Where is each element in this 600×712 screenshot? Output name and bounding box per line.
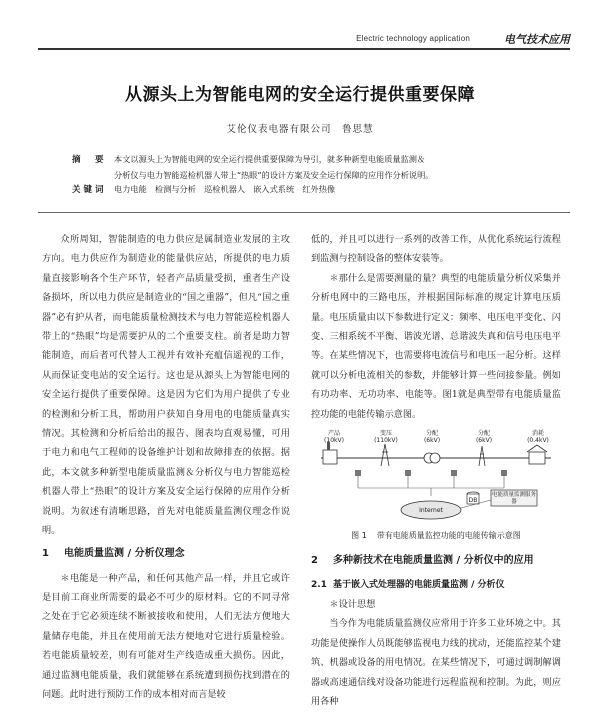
figure-1-caption (311, 530, 561, 542)
abstract-label: 摘 要 (72, 155, 107, 165)
fig-dist1-kv: (6kV) (423, 437, 441, 445)
subsection-2-1-title: 基于嵌入式处理器的电能质量监测 / 分析仪 (332, 580, 505, 591)
keywords-text: 电力电能 检测与分析 巡检机器人 嵌入式系统 红外热像 (114, 184, 336, 194)
fig-dist1-label: 分配 (425, 430, 438, 438)
abstract-line-2: 分析仪与电力智能巡检机器人带上“热眼”的设计方案及安全运行保障的应用作分析说明。 (114, 169, 434, 180)
section-2-number: 2 (311, 555, 318, 567)
power-plant-icon (323, 442, 337, 464)
distribution-tower-icon (479, 446, 485, 466)
transmission-tower-icon (381, 444, 389, 466)
section-2-title: 多种新技术在电能质量监测 / 分析仪中的应用 (333, 555, 534, 567)
abstract-line-1: 本文以源头上为智能电网的安全运行提供重要保障为导引，就多种新型电能质量监测＆ (114, 154, 426, 164)
subsection-2-1-heading (311, 576, 561, 595)
fig-prod-label: 产品 (327, 430, 340, 438)
design-idea-bullet: ＊设计思想 (329, 599, 376, 611)
abstract-row-1 (72, 152, 560, 168)
journal-name-cn: 电气技术应用 (504, 33, 570, 46)
transformer-icon (424, 453, 440, 463)
fig-prod-kv: (10kV) (324, 437, 344, 445)
right-paragraph-3: 当今作为电能质量监测仪应常用于许多工业环境之中。其功能是使操作人员既能够监视电力线的扰动，还能监控某个建筑、机器或设备的用电情况。在某些情况下，可通过调制解调器或高速通信线对设备功能进行远程监视和控制。为此，则应用各种 (311, 618, 561, 708)
abstract-block (72, 152, 560, 198)
section-1-heading (42, 545, 290, 563)
section-1-title: 电能质量监测 / 分析仪理念 (64, 547, 185, 559)
fig-trans-kv: (110kV) (374, 437, 398, 445)
fig-user-kv: (0.4kV) (527, 437, 549, 445)
figure-1-caption-text: 带有电能质量监控功能的电能传输示意图 (376, 531, 521, 541)
right-paragraph-2: ＊那什么是需要测量的量？典型的电能质量分析仪采集并分析电网中的三路电压，并根据国际标准的规定计算电压质量。电压质量由以下参数进行定义：频率、电压电平变化、闪变、三相系统不平衡、谐波光谱、总谐波失真和信号电压电平等。在某些情况下，也需要将电流信号和电压一起分析。这样就可以分析电流相关的参数，并能够计算一些问接参量。例如有功功率、无功功率、电能等。图1就是典型带有电能质量监控功能的电能传输示意图。 (311, 272, 561, 420)
fig-dist2-kv: (6kV) (475, 437, 493, 445)
consumer-building-icon (527, 445, 547, 464)
right-paragraph-1: 低的，并且可以进行一系列的改善工作，从优化系统运行流程到监测与控制设备的整体安装等。 (311, 234, 561, 265)
meter-icons (355, 470, 507, 496)
fig-label-consumption (519, 430, 557, 444)
subsection-2-1-number: 2.1 (311, 580, 327, 591)
article-authors: 艾伦仪表电器有限公司 鲁思慧 (226, 124, 374, 135)
journal-header (38, 34, 570, 50)
fig-label-distribution-1 (415, 430, 449, 444)
article-title: 从源头上为智能电网的安全运行提供重要保障 (125, 85, 475, 105)
section-1-number: 1 (42, 547, 49, 559)
fig-internet-label: Internet (419, 507, 443, 515)
fig-server-label: 电能质量监测服务器 (492, 492, 537, 506)
fig-trans-label: 变压 (379, 430, 392, 438)
section-2-heading (311, 552, 561, 570)
keywords-row (72, 182, 560, 198)
journal-name-en: Electric technology application (356, 34, 470, 43)
fig-label-production (319, 430, 349, 444)
right-column (311, 230, 561, 712)
fig-db-label: DB (468, 497, 478, 505)
figure-1-diagram (311, 430, 561, 528)
fig-dist2-label: 分配 (477, 430, 490, 438)
figure-1-number: 图 1 (351, 531, 367, 541)
abstract-row-2 (72, 168, 560, 183)
left-paragraph-2: ＊电能是一种产品，和任何其他产品一样，并且它或许是目前工商业所需要的最必不可少的原材料。它的不同寻常之处在于它必须连续不断被接收和使用，人们无法方便地大量储存电能，并且在使用前无法方便地对它进行质量检验。若电能质量较差，则有可能对生产线造成重大损伤。因此，通过监测电能质量，我们就能够在系统遭到损伤找到潜在的问题。此时进行预防工作的成本相对而言是较 (42, 572, 290, 700)
fig-label-transmission (369, 430, 403, 444)
fig-user-label: 消耗 (531, 430, 544, 438)
abstract-divider (38, 212, 570, 213)
fig-label-distribution-2 (467, 430, 501, 444)
left-paragraph-1: 众所周知，智能制造的电力供应是属制造业发展的主攻方向。电力供应作为制造业的能量供应站，所提供的电力质量直接影响各个生产环节，轻者产品质量受损，重者生产设备损坏，所以电力供应是制造业的“国之重器”，但凡“国之重器”必有护从者，而电能质量检测技术与电力智能巡检机器人带上的“热眼”均是需要护从的二个重要支柱。前者是助力智能制造，而后者可代替人工视并有效补充瘟信遥视的工作，从而保证变电站的安全运行。这也是从源头上为智能电网的安全运行提供了重要保障。这是因为它们为用户提供了专业的检测和分析工具，帮助用户获知自身用电的电能质量真实情况。其检测和分析后给出的报告、图表均直观易懂，可用于电力和电气工程师的设备维护计划和故障排查的依据。据此，本文就多种新型电能质量监测＆分析仪与电力智能巡检机器人带上“热眼”的设计方案及安全运行保障的应用作分析说明。为叙述有清晰思路，首先对电能质量监测仪理念作说明。 (42, 234, 290, 537)
left-column (42, 230, 290, 704)
keywords-label: 关键词 (72, 185, 107, 195)
